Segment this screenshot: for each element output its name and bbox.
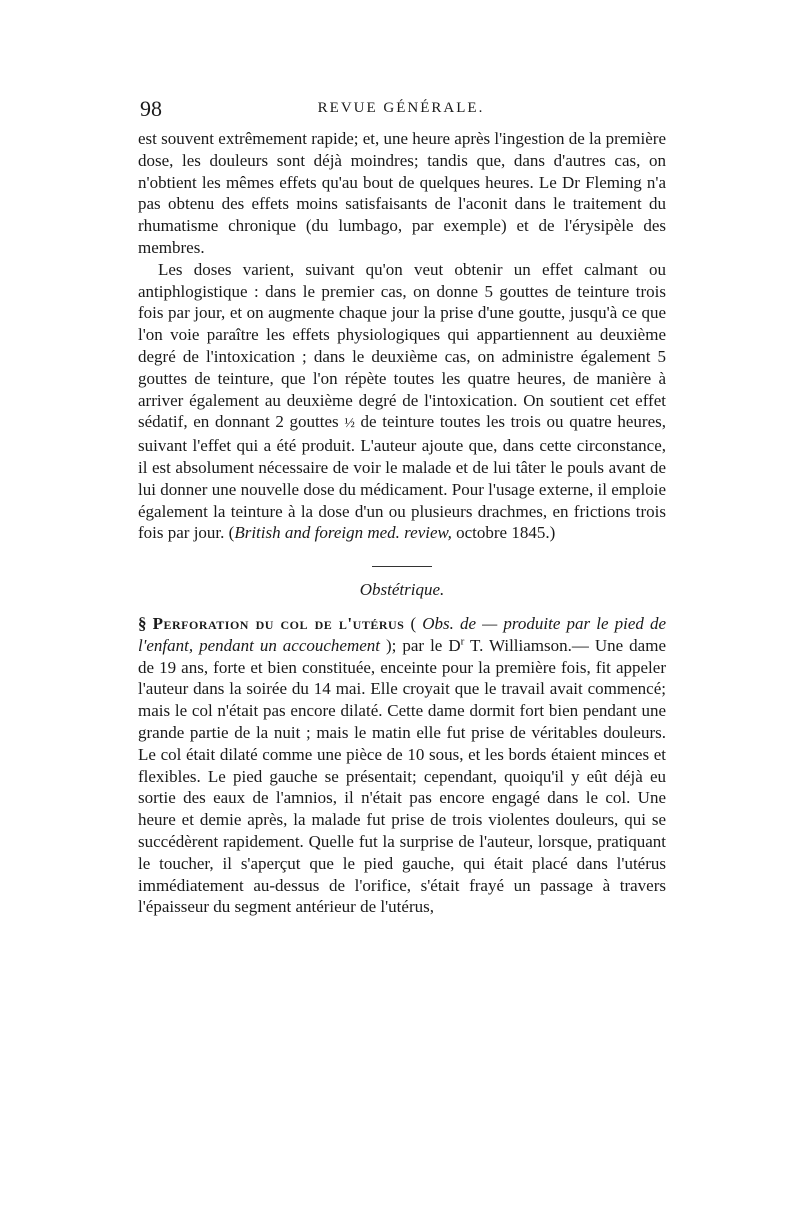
running-title: REVUE GÉNÉRALE. [317,100,485,116]
page-header [136,96,666,126]
paragraph-continued: est souvent extrêmement rapide; et, une heure après l'ingestion de la première dose, les douleurs sont déjà moindres; tandis que, dans d'autres cas, on n'obtient les mêmes effets qu'au bout de quelques heures. Le Dr Fleming n'a pas obtenu des effets moins satisfaisants de l'aconit dans le traitement du rhumatisme chronique (du lumbago, par exemple) et de l'érysipèle des membres. [138,129,666,257]
article-text: Une dame de 19 ans, forte et bien constituée, enceinte pour la première fois, fit appeler l'auteur dans la soirée du 14 mai. Elle croyait que le travail avait commencé; mais le col n'était pas encore dilaté. Cette dame dormit fort bien pendant une grande partie de la nuit ; mais le matin elle fut prise de véritables douleurs. Le col était dilaté comme une pièce de 10 sous, et les bords étaient minces et flexibles. Le pied gauche se présentait; cependant, quoiqu'il y eût déjà eu sortie des eaux de l'amnios, il n'était pas encore engagé dans le col. Une heure et demie après, la malade fut prise de trois violentes douleurs, qui se succédèrent rapidement. Quelle fut la surprise de l'auteur, lorsque, pratiquant le toucher, il s'aperçut que le pied gauche, qui était placé dans l'utérus immédiatement au-dessus de l'orifice, s'était frayé un passage à travers l'épaisseur du segment antérieur de l'utérus, [138,635,666,917]
author-sup: r [460,635,465,648]
obs-close: ); [386,635,397,655]
doses-text-a: Les doses varient, suivant qu'on veut obtenir un effet calmant ou antiphlogistique : dans le premier cas, on donne 5 gouttes de teinture trois fois par jour, et on augmente chaque jour la prise d'une goutte, jusqu'à ce que l'on voie paraître les effets physiologiques qui appartiennent au deuxième degré de l'intoxication ; dans le deuxième cas, on administre également 5 gouttes de teinture, que l'on répète toutes les quatre heures, de manière à arriver également au deuxième degré de l'intoxication. On soutient cet effet sédatif, en donnant 2 gouttes [138,259,666,432]
section-mark: § [138,613,147,633]
article-paragraph [138,613,666,918]
obs-open: ( [410,613,417,633]
page-number: 98 [140,96,162,121]
paragraph-doses [138,259,666,544]
citation-source: British and foreign med. review, [234,523,452,543]
section-title: Obstétrique. [359,580,445,600]
author-prefix: par le D [402,635,461,655]
obs-description: Obs. de — produite par le pied de l'enfant, pendant un accouchement [138,613,667,655]
doses-text-b: de teinture toutes les trois ou quatre heures, suivant l'effet qui a été produit. L'auteur ajoute que, dans cette circonstance, il est absolument nécessaire de voir le malade et de lui tâter le pouls avant de lui donner une nouvelle dose du médicament. Pour l'usage externe, il emploie également la teinture à la dose d'un ou plusieurs drachmes, en frictions trois fois par jour. ( [138,412,666,543]
body-text [138,128,666,918]
author-name: T. Williamson.— [469,635,589,655]
article-title: Perforation du col de l'utérus [152,613,405,633]
fraction-half: ½ [344,416,355,432]
citation-date: octobre 1845.) [456,523,556,543]
section-divider [372,566,432,567]
